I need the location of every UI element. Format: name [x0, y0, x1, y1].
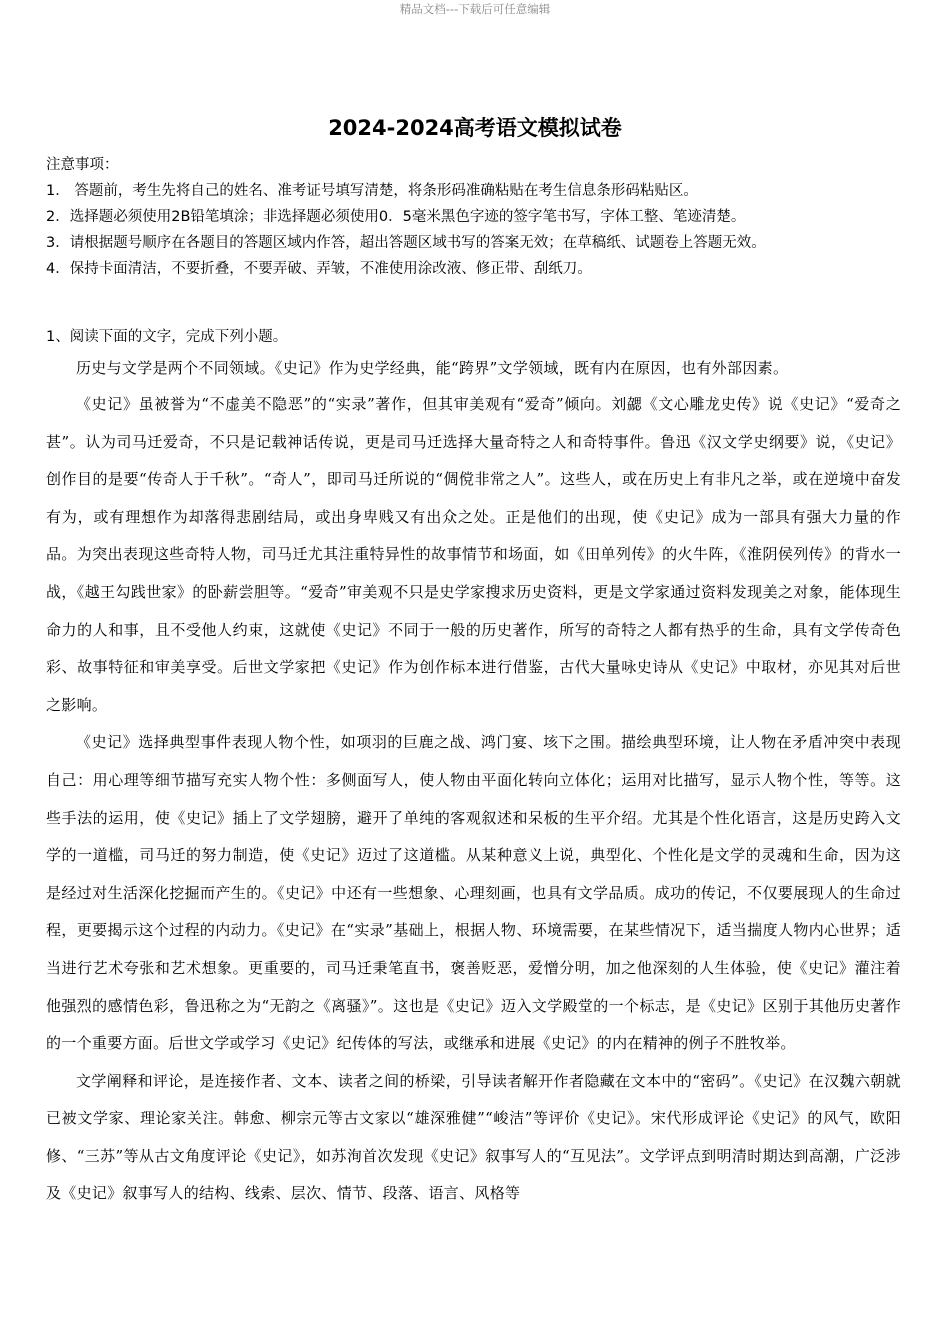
- instruction-item: 1． 答题前，考生先将自己的姓名、准考证号填写清楚，将条形码准确粘贴在考生信息条形码粘贴区。: [46, 183, 698, 199]
- instructions-heading: 注意事项：: [46, 157, 119, 173]
- exam-title: 2024-2024高考语文模拟试卷: [328, 116, 622, 140]
- instruction-item: 3．请根据题号顺序在各题目的答题区域内作答，超出答题区域书写的答案无效；在草稿纸、试题卷上答题无效。: [46, 235, 766, 251]
- passage-paragraph: 历史与文学是两个不同领域。《史记》作为史学经典，能“跨界”文学领域，既有内在原因，也有外部因素。: [76, 359, 789, 377]
- passage-paragraph: 文学阐释和评论，是连接作者、文本、读者之间的桥梁，引导读者解开作者隐藏在文本中的“密码”。《史记》在汉魏六朝就已被文学家、理论家关注。韩愈、柳宗元等古文家以“雄深雅健”“峻洁”等评价《史记》。宋代形成评论《史记》的风气，欧阳修、“三苏”等从古文角度评论《史记》，如苏洵首次发现《史记》叙事写人的“互见法”。文学评点到明清时期达到高潮，广泛涉及《史记》叙事写人的结构、线索、层次、情节、段落、语言、风格等: [46, 1071, 901, 1203]
- page-header-note: 精品文档---下载后可任意编辑: [399, 2, 551, 16]
- instruction-item: 4．保持卡面清洁，不要折叠，不要弄破、弄皱，不准使用涂改液、修正带、刮纸刀。: [46, 261, 592, 277]
- passage-paragraph: 《史记》选择典型事件表现人物个性，如项羽的巨鹿之战、鸿门宴、垓下之围。描绘典型环境，让人物在矛盾冲突中表现自己：用心理等细节描写充实人物个性：多侧面写人，使人物由平面化转向立体化；运用对比描写，显示人物个性，等等。这些手法的运用，使《史记》插上了文学翅膀，避开了单纯的客观叙述和呆板的生平介绍。尤其是个性化语言，这是历史跨入文学的一道槛，司马迁的努力制造，使《史记》迈过了这道槛。从某种意义上说，典型化、个性化是文学的灵魂和生命，因为这是经过对生活深化挖掘而产生的。《史记》中还有一些想象、心理刻画，也具有文学品质。成功的传记，不仅要展现人的生命过程，更要揭示这个过程的内动力。《史记》在“实录”基础上，根据人物、环境需要，在某些情况下，适当揣度人物内心世界；适当进行艺术夸张和艺术想象。更重要的，司马迁秉笔直书，褒善贬恶，爱憎分明，加之他深刻的人生体验，使《史记》灌注着他强烈的感情色彩，鲁迅称之为“无韵之《离骚》”。这也是《史记》迈入文学殿堂的一个标志，是《史记》区别于其他历史著作的一个重要方面。后世文学或学习《史记》纪传体的写法，或继承和进展《史记》的内在精神的例子不胜牧举。: [46, 733, 901, 1053]
- reading-passage: [46, 353, 901, 1213]
- instruction-item: 2．选择题必须使用2B铅笔填涂；非选择题必须使用0．5毫米黑色字迹的签字笔书写，字体工整、笔迹清楚。: [46, 209, 746, 225]
- passage-paragraph: 《史记》虽被誉为“不虚美不隐恶”的“实录”著作，但其审美观有“爱奇”倾向。刘勰《文心雕龙史传》说《史记》“爱奇之甚”。认为司马迁爱奇，不只是记载神话传说，更是司马迁选择大量奇特之人和奇特事件。鲁迅《汉文学史纲要》说，《史记》创作目的是要“传奇人于千秋”。“奇人”，即司马迁所说的“倜傥非常之人”。这些人，或在历史上有非凡之举，或在逆境中奋发有为，或有理想作为却落得悲剧结局，或出身卑贱又有出众之处。正是他们的出现，使《史记》成为一部具有强大力量的作品。为突出表现这些奇特人物，司马迁尤其注重特异性的故事情节和场面，如《田单列传》的火牛阵，《淮阴侯列传》的背水一战，《越王勾践世家》的卧薪尝胆等。“爱奇”审美观不只是史学家搜求历史资料，更是文学家通过资料发现美之对象，能体现生命力的人和事，且不受他人约束，这就使《史记》不同于一般的历史著作，所写的奇特之人都有热乎的生命，具有文学传奇色彩、故事特征和审美享受。后世文学家把《史记》作为创作标本进行借鉴，古代大量咏史诗从《史记》中取材，亦见其对后世之影响。: [46, 395, 901, 714]
- instructions-block: [46, 152, 916, 282]
- question-intro: 1、阅读下面的文字，完成下列小题。: [46, 329, 288, 345]
